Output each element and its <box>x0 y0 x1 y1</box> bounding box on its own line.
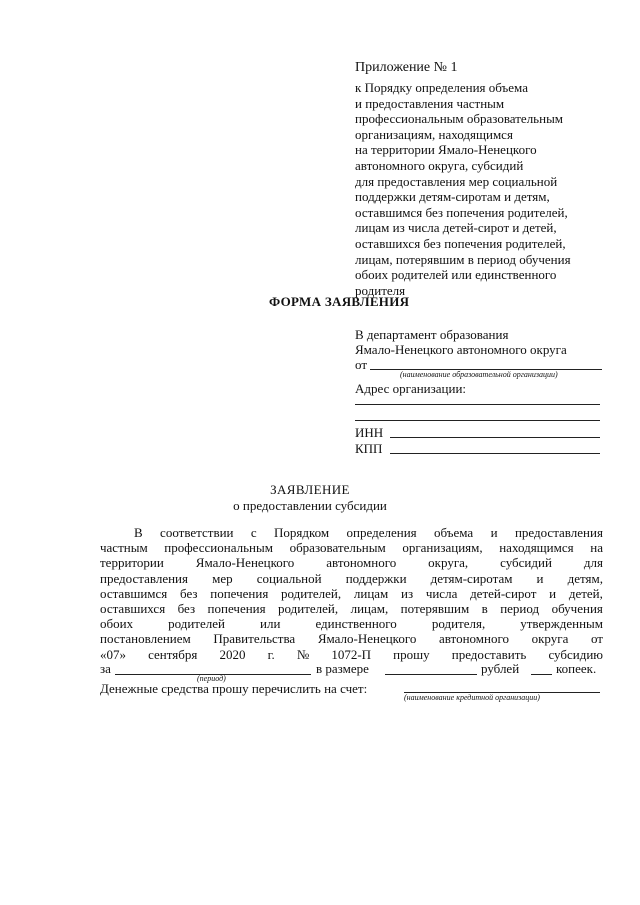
bank-name-caption: (наименование кредитной организации) <box>404 693 540 702</box>
statement-word: сентября <box>148 646 198 662</box>
statement-word: оставшихся <box>100 601 166 617</box>
statement-word: прошу <box>393 646 430 662</box>
statement-word: без <box>180 585 198 601</box>
appendix-line: поддержки детям-сиротам и детям, <box>355 189 550 205</box>
statement-line <box>100 586 603 601</box>
appendix-line: лицам из числа детей-сирот и детей, <box>355 220 557 236</box>
kpp-label: КПП <box>355 441 383 456</box>
statement-word: и <box>490 525 498 540</box>
statement-word: на <box>590 540 603 556</box>
statement-subtitle: о предоставлении субсидии <box>233 498 387 513</box>
statement-word: оставшимся <box>100 585 168 601</box>
appendix-title: Приложение № 1 <box>355 60 458 75</box>
statement-word: родителей, <box>278 601 339 617</box>
statement-word: период <box>500 601 540 617</box>
amount-kop-field-line[interactable] <box>531 674 552 675</box>
statement-word: предоставления <box>514 525 603 540</box>
statement-body <box>100 525 603 662</box>
statement-word: числа <box>425 585 458 601</box>
statement-line <box>100 631 603 646</box>
statement-word: Порядком <box>274 525 330 540</box>
statement-word: детей, <box>568 585 603 601</box>
statement-word: субсидию <box>548 646 603 662</box>
form-title: ФОРМА ЗАЯВЛЕНИЯ <box>269 294 410 309</box>
statement-word: и <box>549 585 557 601</box>
statement-word: организациям, <box>402 540 483 556</box>
statement-word: лицам, <box>350 601 389 617</box>
statement-word: В <box>134 525 143 540</box>
statement-word: образовательным <box>289 540 386 556</box>
statement-word: г. <box>267 646 275 662</box>
appendix-line: для предоставления мер социальной <box>355 173 558 189</box>
statement-word: детям, <box>567 570 603 586</box>
statement-line <box>100 647 603 662</box>
statement-word: от <box>590 631 603 647</box>
statement-word: утвержденным <box>520 616 603 632</box>
statement-line <box>100 601 603 616</box>
statement-word: и <box>536 570 544 586</box>
period-caption: (период) <box>197 674 226 683</box>
statement-line <box>100 525 603 540</box>
statement-word: с <box>250 525 257 540</box>
statement-word: 1072-П <box>331 646 372 662</box>
statement-word: «07» <box>100 646 126 662</box>
statement-word: социальной <box>256 570 322 586</box>
appendix-line: организациям, находящимся <box>355 126 513 142</box>
inn-label: ИНН <box>355 425 384 440</box>
statement-word: без <box>177 601 196 617</box>
appendix-line: к Порядку определения объема <box>355 80 528 95</box>
statement-word: автономного <box>326 555 397 571</box>
appendix-line: оставшихся без попечения родителей, <box>355 235 566 251</box>
statement-word: родителей <box>168 616 225 632</box>
payment-account-label: Денежные средства прошу перечислить на счет: <box>100 681 368 696</box>
statement-word: № <box>296 646 310 662</box>
statement-word: для <box>583 555 603 571</box>
amount-rub-field-line[interactable] <box>385 674 477 675</box>
statement-word: родителя, <box>431 616 486 632</box>
statement-line <box>100 555 603 570</box>
statement-word: детей-сирот <box>470 585 537 601</box>
statement-word: Ямало-Ненецкого <box>317 631 417 647</box>
statement-word: обучения <box>551 601 603 617</box>
appendix-line: оставшимся без попечения родителей, <box>355 204 568 220</box>
appendix-line: автономного округа, субсидий <box>355 157 524 173</box>
statement-line <box>100 540 603 555</box>
statement-word: обоих <box>100 616 134 632</box>
address-field-line-2[interactable] <box>355 420 600 421</box>
statement-word: или <box>260 616 281 632</box>
statement-word: родителей, <box>281 585 342 601</box>
statement-word: находящимся <box>499 540 574 556</box>
appendix-line: обоих родителей или единственного <box>355 267 557 283</box>
statement-word: единственного <box>315 616 397 632</box>
statement-word: детям-сиротам <box>430 570 513 586</box>
appendix-line: и предоставления частным <box>355 95 505 111</box>
statement-line <box>100 616 603 631</box>
inn-field-line[interactable] <box>390 437 600 438</box>
statement-title: ЗАЯВЛЕНИЕ <box>270 482 350 497</box>
statement-word: в <box>481 601 488 617</box>
sum-prefix: за <box>100 661 111 676</box>
statement-word: постановлением <box>100 631 191 647</box>
appendix-line: профессиональным образовательным <box>355 111 564 127</box>
statement-word: Правительства <box>213 631 296 647</box>
statement-word: частным <box>100 540 148 556</box>
statement-word: соответствии <box>160 525 234 540</box>
sum-kop-label: копеек. <box>556 661 597 676</box>
statement-word: Ямало-Ненецкого <box>195 555 295 571</box>
statement-word: объема <box>434 525 474 540</box>
statement-word: 2020 <box>219 646 246 662</box>
from-label: от <box>355 357 368 372</box>
statement-word: профессиональным <box>164 540 273 556</box>
statement-word: мер <box>212 570 233 586</box>
statement-word: попечения <box>210 585 269 601</box>
addressee-line-2: Ямало-Ненецкого автономного округа <box>355 342 567 357</box>
appendix-line: на территории Ямало-Ненецкого <box>355 142 537 158</box>
statement-word: потерявшим <box>400 601 470 617</box>
statement-line <box>100 571 603 586</box>
statement-word: поддержки <box>345 570 407 586</box>
sum-mid-label: в размере <box>316 661 369 676</box>
kpp-field-line[interactable] <box>390 453 600 454</box>
appendix-line: лицам, потерявшим в период обучения <box>355 251 571 267</box>
statement-word: определения <box>346 525 417 540</box>
statement-word: субсидий <box>500 555 552 571</box>
statement-word: предоставить <box>451 646 527 662</box>
address-label: Адрес организации: <box>355 381 467 396</box>
statement-word: округа <box>531 631 569 647</box>
appendix-line: родителя <box>355 282 406 298</box>
statement-word: попечения <box>207 601 266 617</box>
statement-word: из <box>401 585 414 601</box>
sum-rub-label: рублей <box>481 661 520 676</box>
statement-word: территории <box>100 555 164 571</box>
statement-word: предоставления <box>100 570 188 586</box>
addressee-line-1: В департамент образования <box>355 327 509 342</box>
address-field-line-1[interactable] <box>355 404 600 405</box>
statement-word: лицам <box>353 585 389 601</box>
statement-word: автономного <box>438 631 509 647</box>
org-name-caption: (наименование образовательной организации) <box>400 370 558 379</box>
statement-word: округа, <box>428 555 469 571</box>
appendix-order-reference <box>355 80 571 298</box>
